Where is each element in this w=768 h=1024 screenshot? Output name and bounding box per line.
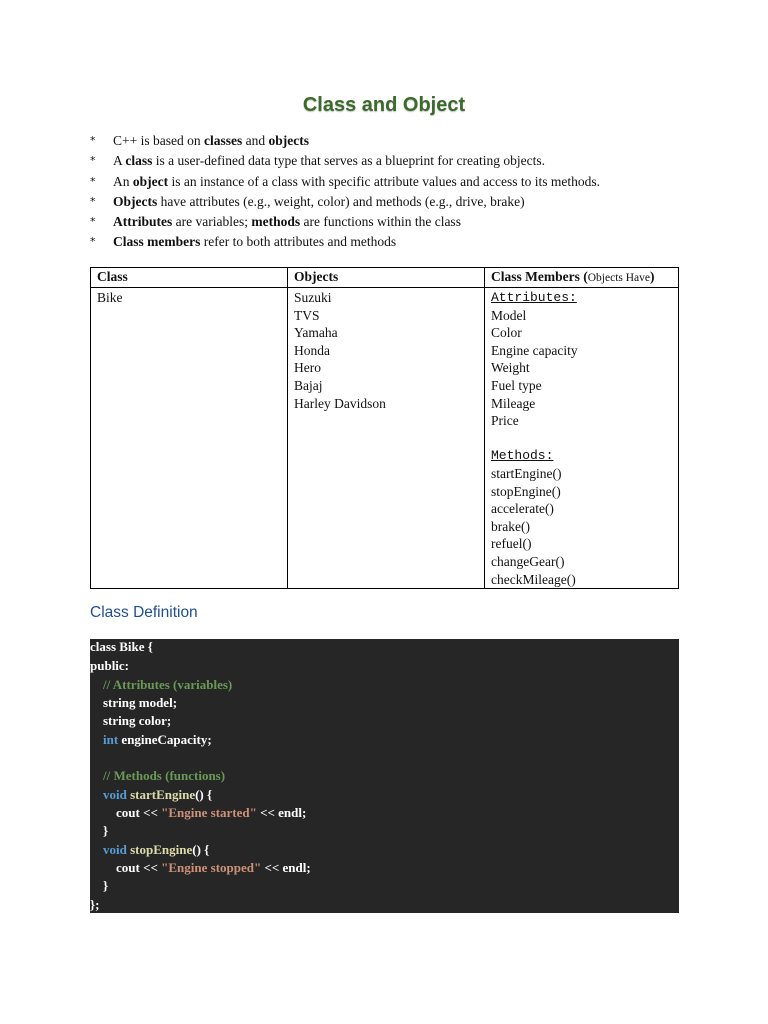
methods-heading: Methods: xyxy=(491,448,554,464)
attributes-heading: Attributes: xyxy=(491,290,577,305)
bullet-text: A xyxy=(113,153,126,169)
bullet-bold-text: classes xyxy=(203,133,243,148)
header-objects: Objects xyxy=(288,268,485,288)
attribute-item: Engine capacity xyxy=(491,342,578,358)
code-line xyxy=(90,694,679,712)
header-class: Class xyxy=(91,268,288,288)
attribute-item: Color xyxy=(491,325,522,341)
header-members-note: Objects Have xyxy=(587,272,651,284)
code-text: string model; xyxy=(103,695,178,711)
code-text: }; xyxy=(90,896,100,912)
bullet-text: are functions within the class xyxy=(300,214,461,230)
code-text: cout << xyxy=(116,805,162,821)
bullet-text: and xyxy=(242,133,269,148)
class-cell xyxy=(91,288,288,589)
objects-cell xyxy=(288,288,485,589)
method-item: startEngine() xyxy=(491,465,562,481)
bullet-text: have attributes (e.g., weight, color) and methods (e.g., drive, brake) xyxy=(157,193,525,209)
table-row xyxy=(91,288,679,589)
code-line xyxy=(90,676,679,694)
code-text: engineCapacity; xyxy=(118,731,212,747)
asterisk-bullet-icon: * xyxy=(90,134,96,147)
attributes-list xyxy=(491,307,672,430)
attribute-item: Mileage xyxy=(491,395,536,411)
bullet-item xyxy=(90,131,690,151)
method-item: refuel() xyxy=(491,536,532,552)
class-name: Bike xyxy=(97,290,123,305)
code-block xyxy=(90,639,679,913)
code-text: class Bike { xyxy=(90,639,153,654)
object-item: Harley Davidson xyxy=(294,395,386,411)
code-line xyxy=(90,731,679,749)
code-comment: // Methods (functions) xyxy=(103,768,226,784)
class-members-table xyxy=(90,267,679,589)
method-item: checkMileage() xyxy=(491,571,576,587)
bullet-bold-text: Class members xyxy=(113,234,201,250)
code-string: "Engine stopped" xyxy=(161,860,262,876)
code-keyword: void xyxy=(103,786,127,802)
code-line xyxy=(90,712,679,730)
code-line xyxy=(90,841,679,859)
asterisk-bullet-icon: * xyxy=(90,215,96,229)
method-item: brake() xyxy=(491,518,530,534)
method-item: stopEngine() xyxy=(491,483,561,499)
table-header-row xyxy=(91,268,679,288)
attribute-item: Fuel type xyxy=(491,377,542,393)
code-line xyxy=(90,786,679,804)
bullet-bold-text: Objects xyxy=(113,193,158,209)
asterisk-bullet-icon: * xyxy=(90,174,96,188)
asterisk-bullet-icon: * xyxy=(90,235,96,249)
bullet-text: are variables; xyxy=(172,214,252,230)
members-cell xyxy=(485,288,679,589)
code-line xyxy=(90,804,679,822)
bullet-item xyxy=(90,232,690,252)
section-heading: Class Definition xyxy=(90,604,198,621)
code-line xyxy=(90,639,679,657)
code-text: string color; xyxy=(103,713,172,729)
code-text: cout << xyxy=(116,860,162,876)
page-title: Class and Object xyxy=(302,94,466,116)
code-line xyxy=(90,657,679,675)
bullet-bold-text: class xyxy=(125,153,153,169)
code-comment: // Attributes (variables) xyxy=(103,676,233,692)
bullet-text: C++ is based on xyxy=(113,133,204,148)
bullet-item xyxy=(90,172,690,192)
code-function: stopEngine xyxy=(130,841,193,857)
code-text: public: xyxy=(90,658,130,674)
method-item: accelerate() xyxy=(491,501,554,517)
code-function: startEngine xyxy=(130,786,196,802)
bullet-bold-text: object xyxy=(132,173,169,189)
bullet-bold-text: methods xyxy=(251,214,301,230)
attribute-item: Model xyxy=(491,307,527,323)
code-text: () { xyxy=(195,786,213,802)
code-line xyxy=(90,896,679,914)
methods-list xyxy=(491,465,672,588)
object-item: Yamaha xyxy=(294,325,338,341)
object-item: Hero xyxy=(294,360,321,376)
code-text: } xyxy=(103,878,109,894)
code-line xyxy=(90,767,679,785)
bullet-list xyxy=(90,131,690,253)
bullet-bold-text: Attributes xyxy=(113,214,173,230)
code-text: } xyxy=(103,823,109,839)
code-keyword: int xyxy=(103,731,119,747)
code-text: () { xyxy=(192,841,210,857)
object-item: TVS xyxy=(294,307,320,323)
asterisk-bullet-icon: * xyxy=(90,194,96,208)
header-members-close: ) xyxy=(650,269,655,284)
asterisk-bullet-icon: * xyxy=(90,154,96,168)
code-line xyxy=(90,822,679,840)
spacer xyxy=(491,430,672,448)
bullet-bold-text: objects xyxy=(268,133,309,148)
object-item: Honda xyxy=(294,342,330,358)
attribute-item: Price xyxy=(491,413,519,429)
bullet-text: refer to both attributes and methods xyxy=(200,234,397,250)
header-class-members xyxy=(485,268,679,288)
code-keyword: void xyxy=(103,841,127,857)
object-item: Suzuki xyxy=(294,290,332,305)
bullet-text: is an instance of a class with specific attribute values and access to its methods. xyxy=(168,173,600,189)
bullet-text: An xyxy=(113,173,133,189)
object-item: Bajaj xyxy=(294,377,323,393)
method-item: changeGear() xyxy=(491,553,565,569)
code-line xyxy=(90,859,679,877)
bullet-item xyxy=(90,151,690,171)
bullet-item xyxy=(90,192,690,212)
header-members-text: Class Members ( xyxy=(491,269,588,284)
code-text: << endl; xyxy=(256,805,307,821)
bullet-item xyxy=(90,212,690,232)
code-line-blank xyxy=(90,749,679,767)
bullet-text: is a user-defined data type that serves as a blueprint for creating objects. xyxy=(152,153,545,169)
code-line xyxy=(90,877,679,895)
code-text: << endl; xyxy=(261,860,311,876)
code-string: "Engine started" xyxy=(161,805,257,821)
attribute-item: Weight xyxy=(491,360,530,376)
